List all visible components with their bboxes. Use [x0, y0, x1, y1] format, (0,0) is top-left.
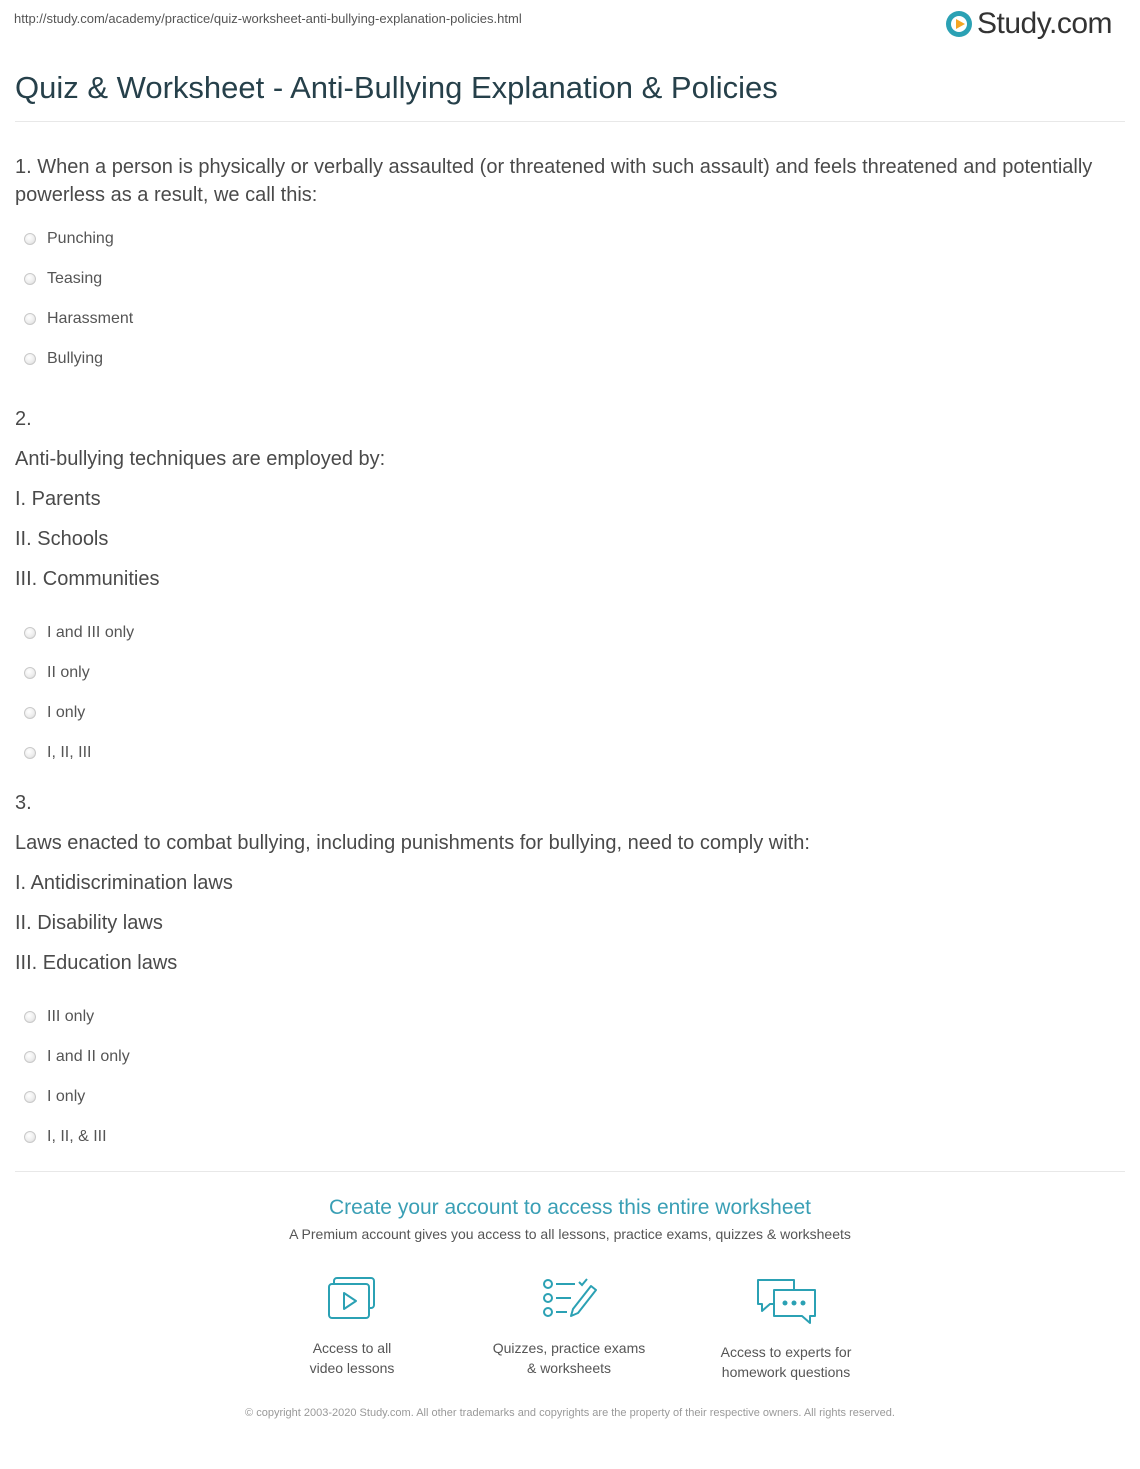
- option-label: I, II, III: [47, 744, 92, 761]
- feature-label: Access to experts for homework questions: [720, 1344, 852, 1380]
- promo-divider: [15, 1171, 1125, 1172]
- option-label: Bullying: [47, 350, 104, 367]
- option-label: I and II only: [47, 1048, 130, 1065]
- question-3: [15, 789, 1115, 1157]
- option-label: I only: [47, 704, 86, 721]
- feature-experts: [686, 1276, 886, 1382]
- feature-label: Access to all video lessons: [309, 1340, 395, 1376]
- answer-option[interactable]: [15, 219, 1115, 259]
- answer-option[interactable]: [15, 653, 1115, 693]
- radio-button[interactable]: [24, 273, 36, 285]
- answer-option[interactable]: [15, 733, 1115, 773]
- answer-option[interactable]: [15, 1077, 1115, 1117]
- video-lessons-icon: [326, 1276, 378, 1322]
- logo-text: Study.com: [977, 7, 1112, 40]
- answer-option[interactable]: [15, 693, 1115, 733]
- play-logo-icon: [944, 9, 974, 39]
- option-label: I, II, & III: [47, 1128, 107, 1145]
- study-logo[interactable]: [944, 6, 1112, 42]
- statement-line: III. Education laws: [15, 952, 178, 974]
- page-title: Quiz & Worksheet - Anti-Bullying Explanation & Policies: [15, 70, 778, 105]
- radio-button[interactable]: [24, 667, 36, 679]
- radio-button[interactable]: [24, 707, 36, 719]
- statement-line: II. Disability laws: [15, 912, 163, 934]
- option-label: I only: [47, 1088, 86, 1105]
- question-text: Anti-bullying techniques are employed by:: [15, 448, 386, 470]
- create-account-link[interactable]: Create your account to access this entire worksheet: [328, 1196, 812, 1219]
- statement-line: I. Antidiscrimination laws: [15, 872, 233, 894]
- promo-subtitle: A Premium account gives you access to all lessons, practice exams, quizzes & worksheets: [289, 1226, 851, 1242]
- radio-button[interactable]: [24, 1051, 36, 1063]
- radio-button[interactable]: [24, 627, 36, 639]
- page-url: http://study.com/academy/practice/quiz-worksheet-anti-bullying-explanation-policies.html: [14, 11, 522, 26]
- radio-button[interactable]: [24, 1091, 36, 1103]
- option-label: I and III only: [47, 624, 135, 641]
- answer-option[interactable]: [15, 997, 1115, 1037]
- answer-option[interactable]: [15, 1117, 1115, 1157]
- radio-button[interactable]: [24, 313, 36, 325]
- statement-line: III. Communities: [15, 568, 160, 590]
- option-label: Punching: [47, 230, 114, 247]
- radio-button[interactable]: [24, 233, 36, 245]
- chat-bubbles-icon: [754, 1276, 818, 1326]
- option-label: II only: [47, 664, 90, 681]
- radio-button[interactable]: [24, 353, 36, 365]
- answer-option[interactable]: [15, 339, 1115, 379]
- option-label: III only: [47, 1008, 95, 1025]
- feature-video-lessons: [252, 1276, 452, 1378]
- answer-option[interactable]: [15, 613, 1115, 653]
- question-number: 2.: [15, 408, 32, 430]
- answer-option[interactable]: [15, 299, 1115, 339]
- title-divider: [15, 121, 1125, 122]
- question-number: 3.: [15, 792, 32, 814]
- radio-button[interactable]: [24, 1131, 36, 1143]
- answer-options: [15, 997, 1115, 1157]
- option-label: Teasing: [47, 270, 103, 287]
- radio-button[interactable]: [24, 1011, 36, 1023]
- radio-button[interactable]: [24, 747, 36, 759]
- copyright-notice: © copyright 2003-2020 Study.com. All other trademarks and copyrights are the property of their respective owners. All rights reserved.: [245, 1407, 895, 1419]
- question-1: [15, 153, 1115, 379]
- question-text: 1. When a person is physically or verbally assaulted (or threatened with such assault) and feels threatened and potentially powerless as a result, we call this:: [15, 156, 1093, 206]
- quiz-checklist-icon: [541, 1276, 597, 1322]
- statement-line: I. Parents: [15, 488, 101, 510]
- question-2: [15, 405, 1115, 773]
- answer-options: [15, 613, 1115, 773]
- feature-label: Quizzes, practice exams & worksheets: [492, 1340, 646, 1376]
- answer-option[interactable]: [15, 1037, 1115, 1077]
- statement-line: II. Schools: [15, 528, 109, 550]
- answer-option[interactable]: [15, 259, 1115, 299]
- question-text: Laws enacted to combat bullying, including punishments for bullying, need to comply with:: [15, 832, 810, 854]
- option-label: Harassment: [47, 310, 134, 327]
- feature-quizzes: [469, 1276, 669, 1378]
- answer-options: [15, 219, 1115, 379]
